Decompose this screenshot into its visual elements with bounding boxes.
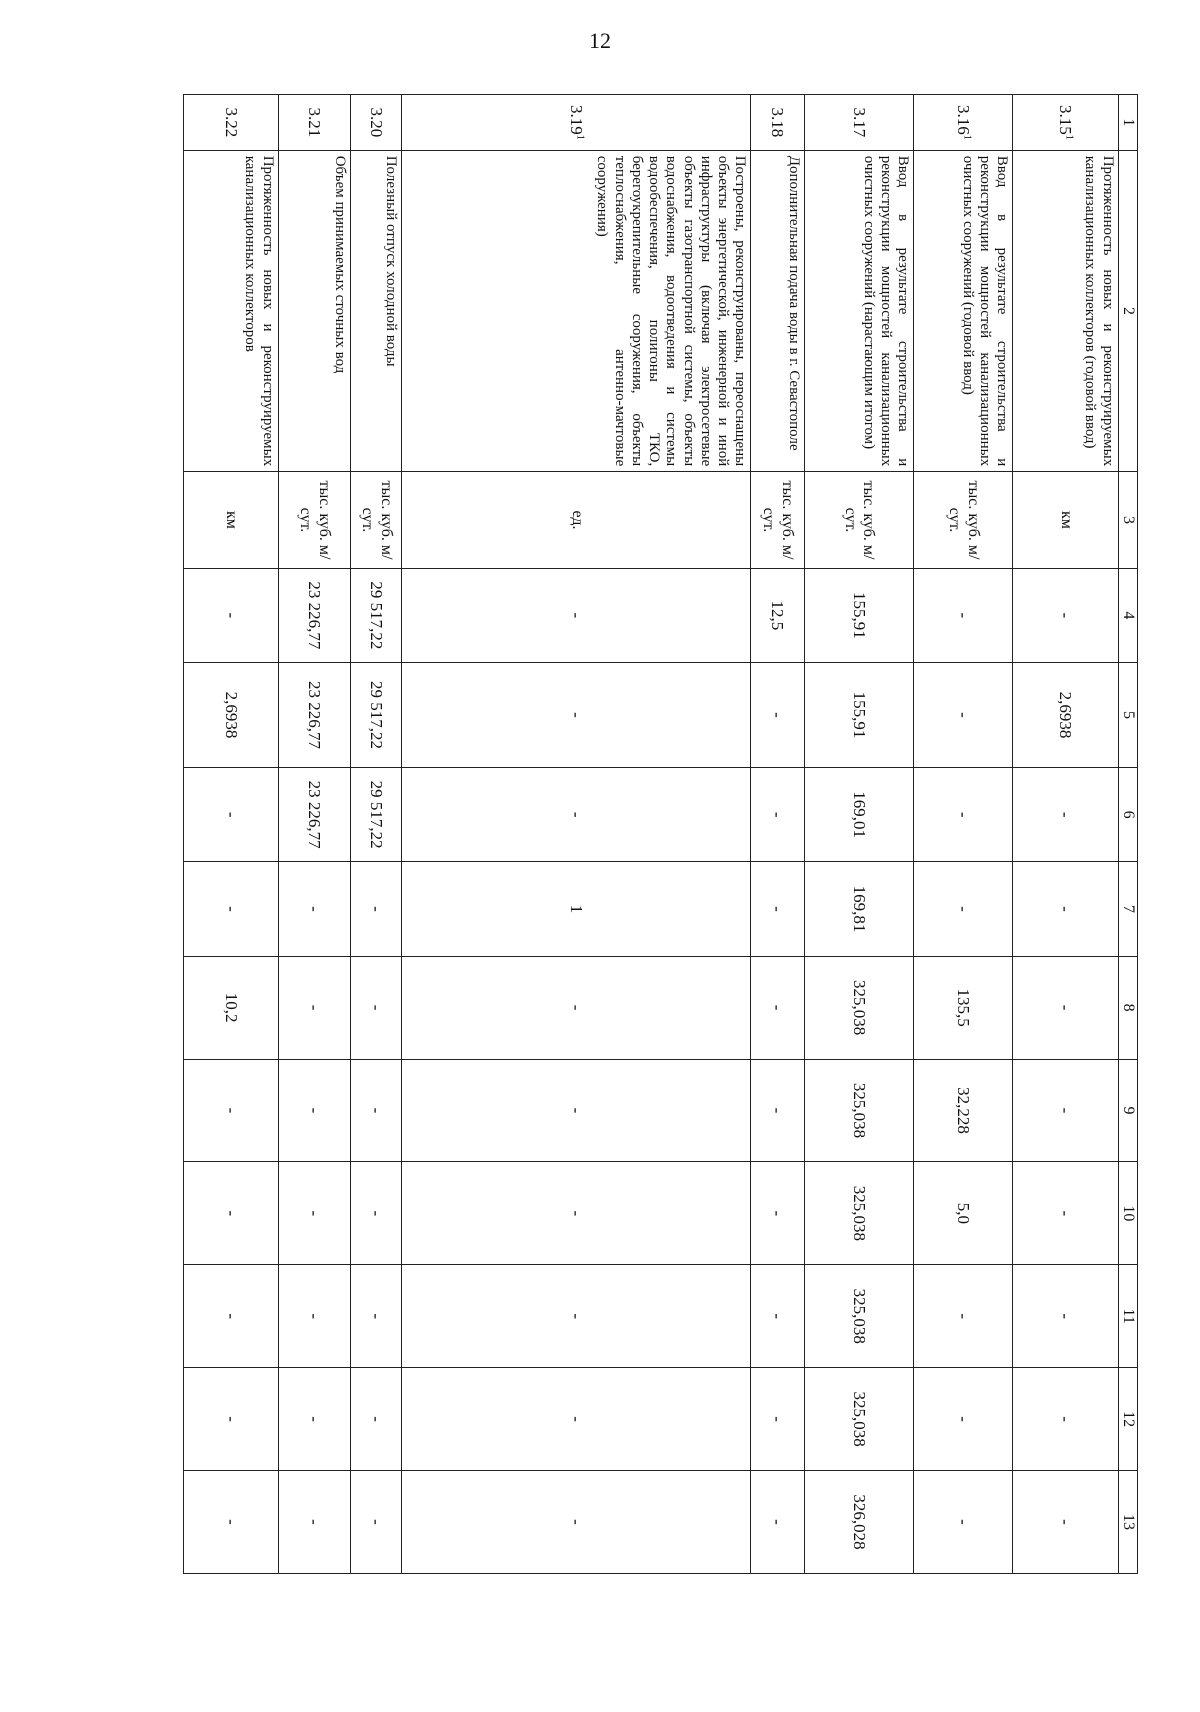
row-value: 23 226,77 bbox=[278, 568, 351, 662]
col-header-1: 1 bbox=[1118, 95, 1137, 151]
row-value: 23 226,77 bbox=[278, 768, 351, 862]
page-number: 12 bbox=[589, 28, 611, 53]
row-value: - bbox=[402, 1368, 751, 1471]
row-value: - bbox=[1013, 1162, 1118, 1265]
row-value: - bbox=[751, 1162, 804, 1265]
row-value: - bbox=[751, 768, 804, 862]
row-value: - bbox=[1013, 956, 1118, 1059]
row-value: 169,01 bbox=[804, 768, 914, 862]
row-value: - bbox=[184, 1265, 279, 1368]
row-value: - bbox=[351, 1059, 402, 1162]
table-row bbox=[804, 95, 914, 1574]
row-value: - bbox=[184, 862, 279, 956]
table-row bbox=[184, 95, 279, 1574]
col-header-5: 5 bbox=[1118, 663, 1137, 768]
row-value: 155,91 bbox=[804, 568, 914, 662]
col-header-6: 6 bbox=[1118, 768, 1137, 862]
row-unit: тыс. куб. м/сут. bbox=[351, 472, 402, 568]
row-value: 2,6938 bbox=[1013, 663, 1118, 768]
row-unit: км bbox=[1013, 472, 1118, 568]
row-name: Полезный отпуск холодной воды bbox=[351, 150, 402, 472]
col-header-3: 3 bbox=[1118, 472, 1137, 568]
row-code: 3.22 bbox=[184, 95, 279, 151]
row-code: 3.18 bbox=[751, 95, 804, 151]
row-name: Протяженность новых и реконструируемых канализационных коллекторов (годовой ввод) bbox=[1013, 150, 1118, 472]
row-name: Объем принимаемых сточных вод bbox=[278, 150, 351, 472]
col-header-2: 2 bbox=[1118, 150, 1137, 472]
table-row bbox=[402, 95, 751, 1574]
row-value: - bbox=[184, 1059, 279, 1162]
row-value: 10,2 bbox=[184, 956, 279, 1059]
row-value: - bbox=[1013, 1471, 1118, 1574]
row-value: - bbox=[751, 1059, 804, 1162]
row-value: - bbox=[351, 1471, 402, 1574]
row-value: - bbox=[402, 1162, 751, 1265]
table-row bbox=[278, 95, 351, 1574]
row-value: - bbox=[278, 956, 351, 1059]
row-value: - bbox=[1013, 862, 1118, 956]
row-value: - bbox=[1013, 1265, 1118, 1368]
row-value: - bbox=[914, 862, 1013, 956]
row-unit: тыс. куб. м/сут. bbox=[278, 472, 351, 568]
row-name: Ввод в результате строительства и реконструкции мощностей канализационных очистных сооружений (годовой ввод) bbox=[914, 150, 1013, 472]
row-value: - bbox=[914, 568, 1013, 662]
row-value: - bbox=[402, 768, 751, 862]
row-value: - bbox=[751, 956, 804, 1059]
row-value: - bbox=[751, 1265, 804, 1368]
row-code: 3.19$^1$ bbox=[402, 95, 751, 151]
row-value: - bbox=[751, 1471, 804, 1574]
row-code: 3.21 bbox=[278, 95, 351, 151]
col-header-10: 10 bbox=[1118, 1162, 1137, 1265]
row-value: - bbox=[402, 1471, 751, 1574]
row-value: 325,038 bbox=[804, 1265, 914, 1368]
row-name: Построены, реконструированы, переоснащены объекты энергетической, инженерной и иной инфраструктуры (включая электросетевые объекты газотранспортной системы, объекты водоснабжения, водоотведения и системы водообеспечения, полигоны ТКО, берегоукрепительные сооружения, объекты теплоснабжения, антенно-мачтовые сооружения) bbox=[402, 150, 751, 472]
row-value: - bbox=[278, 1471, 351, 1574]
row-value: 325,038 bbox=[804, 956, 914, 1059]
table-row bbox=[351, 95, 402, 1574]
col-header-12: 12 bbox=[1118, 1368, 1137, 1471]
row-value: - bbox=[1013, 1368, 1118, 1471]
row-value: - bbox=[1013, 1059, 1118, 1162]
row-value: 5,0 bbox=[914, 1162, 1013, 1265]
row-value: 1 bbox=[402, 862, 751, 956]
row-value: - bbox=[351, 1368, 402, 1471]
row-value: - bbox=[351, 1265, 402, 1368]
row-value: - bbox=[351, 1162, 402, 1265]
table-row bbox=[751, 95, 804, 1574]
row-value: - bbox=[351, 956, 402, 1059]
row-value: - bbox=[278, 1162, 351, 1265]
col-header-8: 8 bbox=[1118, 956, 1137, 1059]
row-value: - bbox=[914, 1368, 1013, 1471]
row-code: 3.17 bbox=[804, 95, 914, 151]
row-value: - bbox=[402, 956, 751, 1059]
row-value: 23 226,77 bbox=[278, 663, 351, 768]
row-value: - bbox=[914, 1471, 1013, 1574]
row-unit: ед. bbox=[402, 472, 751, 568]
row-value: - bbox=[278, 1059, 351, 1162]
row-value: - bbox=[751, 862, 804, 956]
col-header-13: 13 bbox=[1118, 1471, 1137, 1574]
row-value: - bbox=[184, 768, 279, 862]
row-unit: км bbox=[184, 472, 279, 568]
row-code: 3.16$^1$ bbox=[914, 95, 1013, 151]
row-value: 12,5 bbox=[751, 568, 804, 662]
col-header-11: 11 bbox=[1118, 1265, 1137, 1368]
row-unit: тыс. куб. м/сут. bbox=[804, 472, 914, 568]
indicator-table bbox=[183, 94, 1138, 1574]
row-value: 29 517,22 bbox=[351, 768, 402, 862]
row-value: 325,038 bbox=[804, 1059, 914, 1162]
row-code: 3.20 bbox=[351, 95, 402, 151]
row-unit: тыс. куб. м/сут. bbox=[914, 472, 1013, 568]
row-unit: тыс. куб. м/сут. bbox=[751, 472, 804, 568]
row-value: - bbox=[184, 1162, 279, 1265]
row-value: 169,81 bbox=[804, 862, 914, 956]
row-value: - bbox=[402, 568, 751, 662]
row-value: 135,5 bbox=[914, 956, 1013, 1059]
row-name: Ввод в результате строительства и реконструкции мощностей канализационных очистных сооружений (нарастающим итогом) bbox=[804, 150, 914, 472]
row-code: 3.15$^1$ bbox=[1013, 95, 1118, 151]
row-value: - bbox=[278, 1265, 351, 1368]
row-name: Протяженность новых и реконструируемых канализационных коллекторов bbox=[184, 150, 279, 472]
row-value: - bbox=[1013, 768, 1118, 862]
row-value: - bbox=[184, 1471, 279, 1574]
rotated-table-container bbox=[183, 94, 1138, 1574]
row-value: - bbox=[914, 768, 1013, 862]
row-value: 325,038 bbox=[804, 1162, 914, 1265]
row-value: - bbox=[184, 1368, 279, 1471]
row-value: - bbox=[402, 663, 751, 768]
row-value: - bbox=[278, 1368, 351, 1471]
row-value: 2,6938 bbox=[184, 663, 279, 768]
row-value: - bbox=[914, 663, 1013, 768]
col-header-4: 4 bbox=[1118, 568, 1137, 662]
row-value: 325,038 bbox=[804, 1368, 914, 1471]
header-row bbox=[1118, 95, 1137, 1574]
row-value: 29 517,22 bbox=[351, 568, 402, 662]
row-value: - bbox=[1013, 568, 1118, 662]
row-value: - bbox=[184, 568, 279, 662]
row-name: Дополнительная подача воды в г. Севастополе bbox=[751, 150, 804, 472]
row-value: 32,228 bbox=[914, 1059, 1013, 1162]
row-value: - bbox=[402, 1059, 751, 1162]
row-value: 29 517,22 bbox=[351, 663, 402, 768]
row-value: - bbox=[751, 1368, 804, 1471]
table-row bbox=[1013, 95, 1118, 1574]
row-value: 155,91 bbox=[804, 663, 914, 768]
row-value: - bbox=[278, 862, 351, 956]
row-value: - bbox=[751, 663, 804, 768]
col-header-9: 9 bbox=[1118, 1059, 1137, 1162]
row-value: - bbox=[914, 1265, 1013, 1368]
row-value: 326,028 bbox=[804, 1471, 914, 1574]
row-value: - bbox=[351, 862, 402, 956]
col-header-7: 7 bbox=[1118, 862, 1137, 956]
row-value: - bbox=[402, 1265, 751, 1368]
table-row bbox=[914, 95, 1013, 1574]
